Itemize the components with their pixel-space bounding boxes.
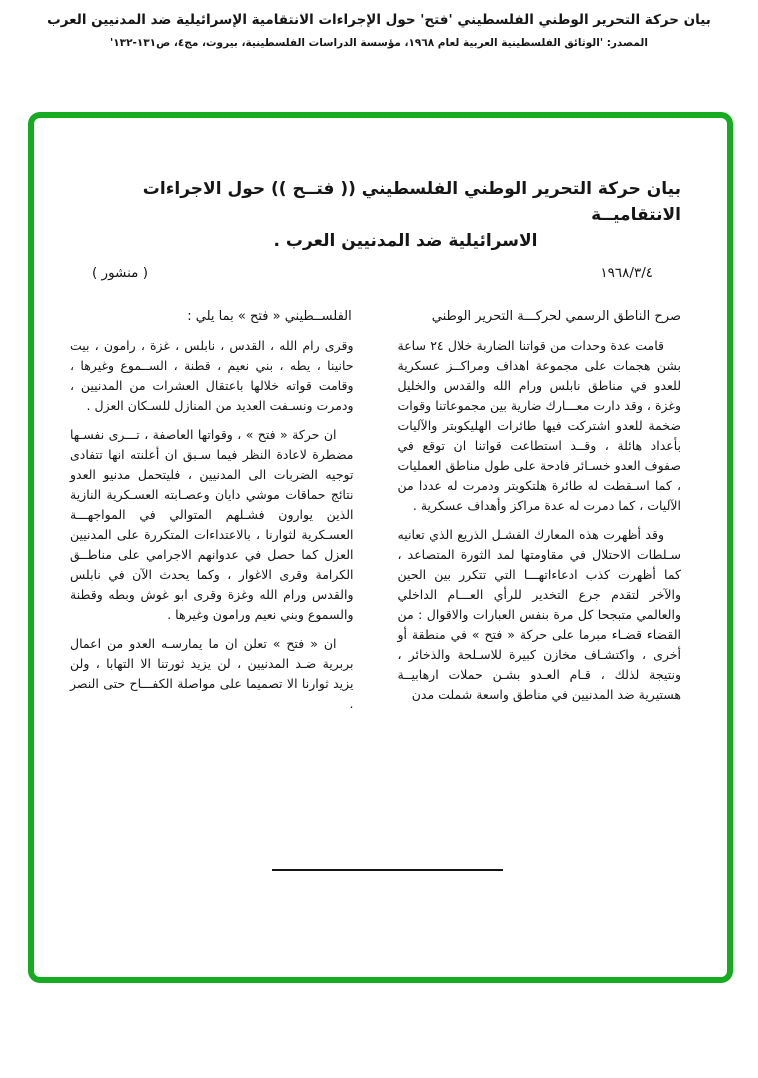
publication-note: ( منشور ) bbox=[92, 265, 148, 281]
document-scan bbox=[34, 176, 727, 1035]
page-header bbox=[0, 12, 758, 49]
document-title-line2: الاسرائيلية ضد المدنيين العرب . bbox=[273, 231, 538, 251]
paragraph-operations-report: قامت عدة وحدات من قواتنا الضاربة خلال ٢٤ ساعة بشن هجمات على مجموعة اهداف ومراكــز عسكرية للعدو في مناطق نابلس ورام الله والقدس والخليل وغزة ، وقد دارت معـــارك ضارية بين مجموعاتنا وقوات ضخمة للعدو اشتركت فيها طائرات الهليكوبتر والآليات بأعداد هائلة ، وقــد استطاعت قواتنا ان توقع في صفوف العدو خسـائر فادحة على طول مناطق العمليات ، كما اسـقطت له طائرة هلتكوبتر ودمرت له عددا من الآليات ، كما دمرت له عدة مراكز وأهداف عسكرية . bbox=[397, 338, 681, 513]
column-left bbox=[70, 336, 354, 723]
paragraph-reconsideration: ان حركة « فتح » ، وقواتها العاصفة ، تـــرى نفسـها مضطرة لاعادة النظر فيما سـبق ان أعلنته انها تتفادى توجيه الضربات الى المدنيين ، فليتحمل مدنيو العدو نتائج حماقات موشي دايان وعصـابته العسـكرية النازية الذين يوارون فشـلهم المتوالي في المواجهـــة العسـكرية لثوارنا ، بالاعتداءات المتكررة على المدنيين العزل كما حصل في عدوانهم الاجرامي على مناطــق الكرامة وقرى الاغوار ، وكما يحدث الآن في نابلس والقدس ورام الله وغزة وقرى ابو غوش وبطه وقطنة والسموع وبني نعيم ورامون وغيرها . bbox=[70, 427, 354, 622]
paragraph-conclusion: ان « فتح » تعلن ان ما يمارسـه العدو من اعمال بربرية ضـد المدنيين ، لن يزيد ثورتنا الا التهابا ، ولن يزيد ثوارنا الا تصميما على مواصلة الكفـــاح حتى النصر . bbox=[70, 636, 354, 711]
horizontal-rule bbox=[272, 869, 503, 871]
paragraph-cities-continuation: وقرى رام الله ، القدس ، نابلس ، غزة ، رامون ، بيت حانينا ، يطه ، بني نعيم ، قطنة ، الســموع وغيرها ، وقامت قواته خلالها باعتقال العشرات من المدنيين ، ودمرت ونسـفت العديد من المنازل للسـكان العزل . bbox=[70, 338, 354, 413]
document-frame bbox=[28, 112, 733, 983]
intro-line bbox=[70, 308, 681, 326]
intro-part-2: الفلســطيني « فتح » بما يلي : bbox=[187, 309, 352, 324]
paragraph-enemy-failure: وقد أظهرت هذه المعارك الفشـل الذريع الذي تعانيه سـلطات الاحتلال في مقاومتها لمد الثورة المتصاعد ، كما أظهرت كذب ادعاءاتهـــا التي تتكرر بين الحين والآخر لتقدم جرع التخدير للرأي العـــام الداخلي والعالمي متبجحا كل مرة بنفس العبارات والاقوال : من القضاء قضـاء مبرما على حركة « فتح » في منطقة أو أخرى ، واكتشـاف مخازن كبيرة للاسـلحة والذخائر ، ونتيجة لذلك ، قـام العـدو بشـن حملات ارهابيــة هستيرية ضد المدنيين في مناطق واسعة شملت مدن bbox=[397, 527, 681, 702]
column-right bbox=[398, 336, 682, 723]
page-header-title: بيان حركة التحرير الوطني الفلسطيني 'فتح' حول الإجراءات الانتقامية الإسرائيلية ضد المدنيين العرب bbox=[47, 12, 711, 28]
page-header-source: المصدر: 'الوثائق الفلسطينية العربية لعام ١٩٦٨، مؤسسة الدراسات الفلسطينية، بيروت، مج٤، ص١٣١-١٣٢' bbox=[110, 37, 648, 49]
intro-part-1: صرح الناطق الرسمي لحركـــة التحرير الوطني bbox=[431, 309, 681, 324]
document-date: ١٩٦٨/٣/٤ bbox=[600, 265, 653, 281]
document-title-line1: بيان حركة التحرير الوطني الفلسطيني (( فتــح )) حول الاجراءات الانتقاميــة bbox=[142, 179, 681, 225]
date-row bbox=[70, 264, 681, 282]
two-column-text bbox=[70, 336, 681, 723]
